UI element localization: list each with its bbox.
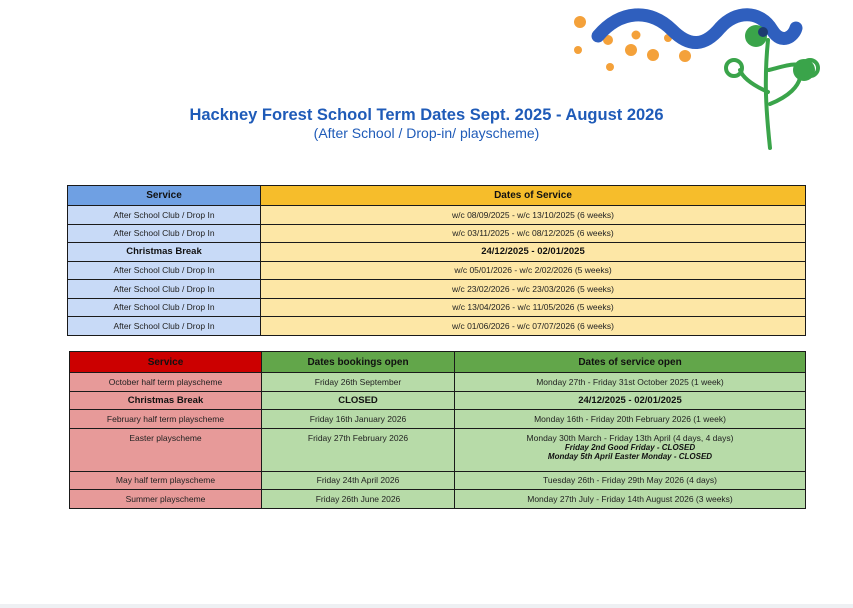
service-cell: Easter playscheme [70, 428, 262, 471]
dates-of-service-header: Dates of Service [261, 186, 806, 206]
dates-cell: w/c 23/02/2026 - w/c 23/03/2026 (5 weeks) [261, 280, 806, 299]
booking-cell: Friday 16th January 2026 [262, 410, 455, 429]
table-row [70, 428, 806, 471]
service-cell: After School Club / Drop In [68, 298, 261, 317]
dates-cell [455, 428, 806, 471]
table-row [70, 391, 806, 410]
service-cell: May half term playscheme [70, 471, 262, 490]
dates-cell: Monday 27th - Friday 31st October 2025 (1 week) [455, 373, 806, 392]
table-row [68, 280, 806, 299]
service-cell: Christmas Break [70, 391, 262, 410]
table-row [68, 317, 806, 336]
table-row [68, 298, 806, 317]
dates-cell: w/c 01/06/2026 - w/c 07/07/2026 (6 weeks) [261, 317, 806, 336]
table-row [70, 410, 806, 429]
dates-cell: 24/12/2025 - 02/01/2025 [261, 243, 806, 262]
playscheme-dates-table [69, 351, 806, 509]
service-cell: Christmas Break [68, 243, 261, 262]
booking-cell: Friday 24th April 2026 [262, 471, 455, 490]
dates-cell: 24/12/2025 - 02/01/2025 [455, 391, 806, 410]
service-cell: October half term playscheme [70, 373, 262, 392]
dates-text: Monday 30th March - Friday 13th April (4 days, 4 days) [526, 432, 734, 443]
booking-cell: CLOSED [262, 391, 455, 410]
service-header: Service [68, 186, 261, 206]
service-cell: After School Club / Drop In [68, 224, 261, 243]
service-cell: February half term playscheme [70, 410, 262, 429]
dates-cell: w/c 05/01/2026 - w/c 2/02/2026 (5 weeks) [261, 261, 806, 280]
dates-cell: Monday 16th - Friday 20th February 2026 (1 week) [455, 410, 806, 429]
service-cell: After School Club / Drop In [68, 206, 261, 225]
bookings-open-header: Dates bookings open [262, 352, 455, 373]
dates-cell: w/c 03/11/2025 - w/c 08/12/2025 (6 weeks) [261, 224, 806, 243]
table-row [70, 490, 806, 509]
booking-cell: Friday 26th June 2026 [262, 490, 455, 509]
page-subtitle: (After School / Drop-in/ playscheme) [313, 125, 540, 141]
page-title: Hackney Forest School Term Dates Sept. 2025 - August 2026 [189, 106, 664, 124]
service-header: Service [70, 352, 262, 373]
table-row [68, 224, 806, 243]
table-row [68, 243, 806, 262]
table-header-row [68, 186, 806, 206]
after-school-dates-table [67, 185, 806, 336]
page-edge [0, 604, 853, 608]
dark-dot [758, 27, 768, 37]
dates-cell: w/c 08/09/2025 - w/c 13/10/2025 (6 weeks) [261, 206, 806, 225]
table-row [70, 471, 806, 490]
dates-cell: Tuesday 26th - Friday 29th May 2026 (4 days) [455, 471, 806, 490]
service-cell: After School Club / Drop In [68, 261, 261, 280]
booking-cell: Friday 26th September [262, 373, 455, 392]
table-row [70, 373, 806, 392]
closure-note: Friday 2nd Good Friday - CLOSED [564, 442, 696, 452]
dates-cell: Monday 27th July - Friday 14th August 2026 (3 weeks) [455, 490, 806, 509]
table-header-row [70, 352, 806, 373]
table-row [68, 261, 806, 280]
closure-note: Monday 5th April Easter Monday - CLOSED [547, 451, 713, 461]
dates-cell: w/c 13/04/2026 - w/c 11/05/2026 (5 weeks) [261, 298, 806, 317]
service-cell: Summer playscheme [70, 490, 262, 509]
booking-cell: Friday 27th February 2026 [262, 428, 455, 471]
service-open-header: Dates of service open [455, 352, 806, 373]
table-row [68, 206, 806, 225]
service-cell: After School Club / Drop In [68, 280, 261, 299]
service-cell: After School Club / Drop In [68, 317, 261, 336]
